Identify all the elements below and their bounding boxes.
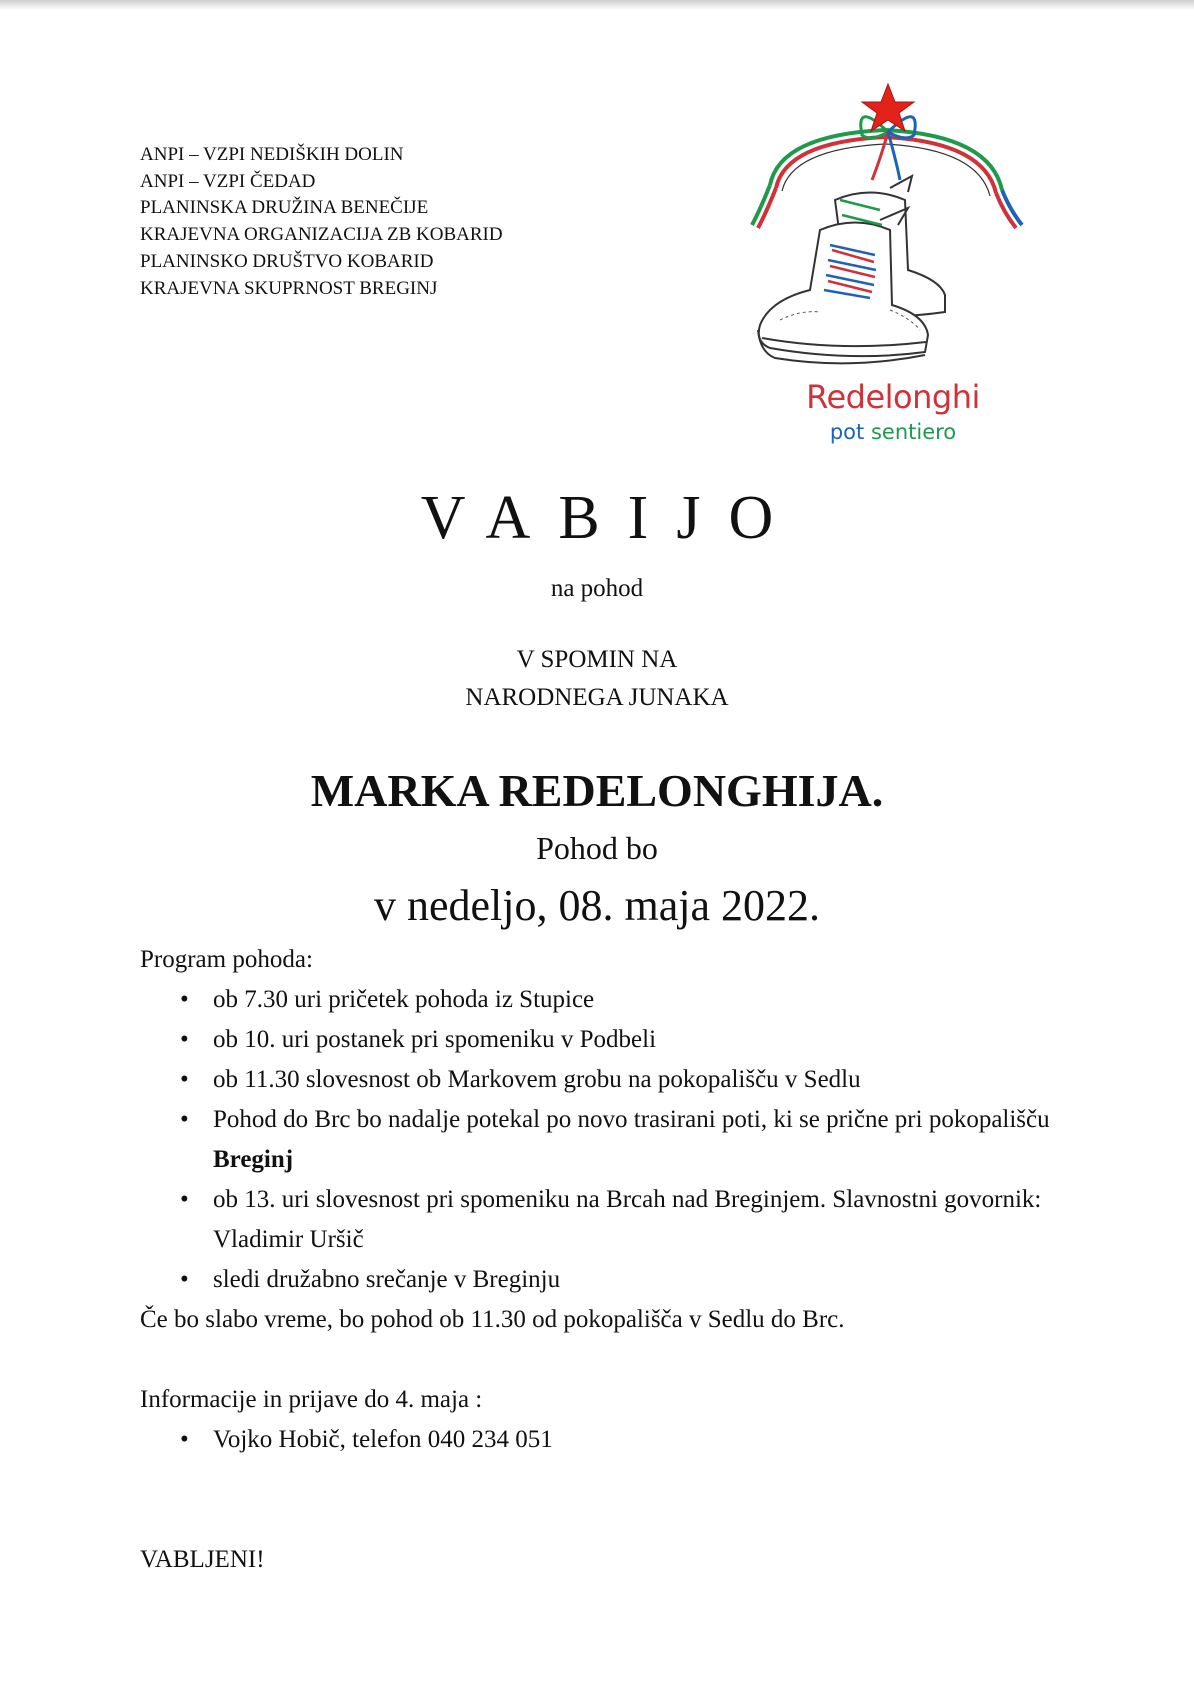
organizer-line: ANPI – VZPI ČEDAD xyxy=(140,170,316,192)
organizer-line: PLANINSKA DRUŽINA BENEČIJE xyxy=(140,197,429,219)
program-label: Program pohoda: xyxy=(140,946,313,973)
logo-subtitle-word: sentiero xyxy=(870,420,957,444)
list-item xyxy=(140,980,1080,1020)
list-item xyxy=(140,1180,1080,1260)
list-item-text: ob 7.30 uri pričetek pohoda iz Stupice xyxy=(213,986,595,1013)
memorial-line: V SPOMIN NA xyxy=(516,646,678,673)
list-item-text: sledi družabno srečanje v Breginju xyxy=(213,1266,561,1293)
hero-name: MARKA REDELONGHIJA. xyxy=(310,765,884,816)
spacer xyxy=(140,1460,1080,1540)
contact-list xyxy=(140,1420,1080,1460)
logo-subtitle-word: pot xyxy=(829,420,865,444)
organizer-line: PLANINSKO DRUŠTVO KOBARID xyxy=(140,250,434,272)
list-item xyxy=(140,1260,1080,1300)
event-intro: Pohod bo xyxy=(536,830,658,866)
page-subtitle: na pohod xyxy=(550,575,644,602)
weather-note: Če bo slabo vreme, bo pohod ob 11.30 od pokopališča v Sedlu do Brc. xyxy=(140,1306,845,1333)
memorial-line: NARODNEGA JUNAKA xyxy=(465,684,729,711)
top-edge-shadow xyxy=(0,0,1194,10)
organizer-line: ANPI – VZPI NEDIŠKIH DOLIN xyxy=(140,144,404,165)
list-item xyxy=(140,1060,1080,1100)
program-list xyxy=(140,980,1080,1300)
list-item-text: ob 13. uri slovesnost pri spomeniku na Brcah nad Breginjem. Slavnostni govornik: Vladimir Uršič xyxy=(213,1186,1042,1253)
organizer-line: KRAJEVNA SKUPRNOST BREGINJ xyxy=(140,277,438,299)
program-section xyxy=(140,940,1080,1580)
list-item xyxy=(140,1100,1080,1180)
list-item xyxy=(140,1020,1080,1060)
list-item xyxy=(140,1420,1080,1460)
logo-title: Redelonghi xyxy=(806,378,980,416)
list-item-bold: Breginj xyxy=(213,1146,294,1173)
logo-subtitle xyxy=(798,420,988,444)
info-label: Informacije in prijave do 4. maja : xyxy=(140,1386,483,1413)
list-item-text: Pohod do Brc bo nadalje potekal po novo trasirani poti, ki se prične pri pokopališču xyxy=(213,1106,1050,1133)
boots-with-ribbon-and-star-icon xyxy=(740,80,1040,380)
closing-text: VABLJENI! xyxy=(140,1546,265,1573)
organizer-line: KRAJEVNA ORGANIZACIJA ZB KOBARID xyxy=(140,224,503,246)
spacer xyxy=(140,1340,1080,1380)
redelonghi-logo xyxy=(740,80,1040,460)
page-title: VABIJO xyxy=(420,484,802,552)
organizers-list xyxy=(140,142,503,302)
event-date: v nedeljo, 08. maja 2022. xyxy=(373,881,820,930)
list-item-text: ob 11.30 slovesnost ob Markovem grobu na pokopališču v Sedlu xyxy=(213,1066,861,1093)
contact-text: Vojko Hobič, telefon 040 234 051 xyxy=(213,1426,553,1453)
list-item-text: ob 10. uri postanek pri spomeniku v Podbeli xyxy=(213,1026,657,1053)
